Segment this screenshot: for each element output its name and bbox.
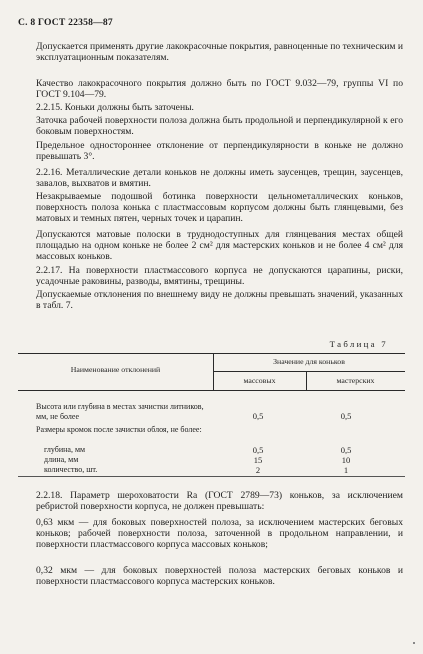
paragraph-8: Допускаются матовые полоски в труднодоступных для глянцевания местах общей площадью на одном коньке не более 2 см² для мастерских коньков и не более 4 см² для массовых коньков. bbox=[36, 229, 403, 262]
table-row-2-name: Размеры кромок после зачистки облоя, не более: bbox=[36, 425, 202, 434]
paragraph-4: Заточка рабочей поверхности полоза должна быть продольной и перпендикулярной к его боковым поверхностям. bbox=[36, 115, 403, 137]
table-row-1-master: 0,5 bbox=[340, 411, 352, 421]
table-row-5-master: 1 bbox=[343, 465, 349, 475]
table-subheader-master: мастерских bbox=[336, 376, 375, 385]
table-row-1-mass: 0,5 bbox=[252, 411, 264, 421]
paragraph-7: Незакрываемые подошвой ботинка поверхности цельнометаллических коньков, поверхность полоза конька с пластмассовым корпусом должны быть глянцевыми, без матовых и темных пятен, черных точек и царапин. bbox=[36, 191, 403, 224]
table-row-3-mass: 0,5 bbox=[252, 445, 264, 455]
paragraph-12: 0,63 мкм — для боковых поверхностей полоза, за исключением мастерских беговых коньков; рабочей поверхности полоза, заточенной в продольном направлении, и поверхности пластмассового корпуса массовых коньков; bbox=[36, 517, 403, 550]
page-header: С. 8 ГОСТ 22358—87 bbox=[18, 17, 113, 28]
paragraph-11-text: 2.2.18. Параметр шероховатости Ra (ГОСТ 2789—73) коньков, за исключением ребристой поверхности корпуса, не должен превышать: bbox=[36, 490, 403, 512]
table-row-3-master: 0,5 bbox=[340, 445, 352, 455]
paragraph-11 bbox=[36, 490, 403, 512]
table-row-4-mass: 15 bbox=[253, 455, 263, 465]
table-caption: Таблица 7 bbox=[329, 339, 388, 349]
table-row-3-name: глубина, мм bbox=[44, 445, 86, 454]
paragraph-13: 0,32 мкм — для боковых поверхностей полоза мастерских беговых коньков и поверхности пластмассового корпуса мастерских коньков. bbox=[36, 565, 403, 587]
scan-mark bbox=[413, 642, 415, 644]
table-row-1-name: Высота или глубина в местах зачистки литников, мм, не более bbox=[36, 402, 204, 421]
table-group-rule bbox=[213, 371, 405, 372]
table-row-4-master: 10 bbox=[341, 455, 351, 465]
table-col-header: Наименование отклонений bbox=[70, 365, 161, 374]
paragraph-10: Допускаемые отклонения по внешнему виду не должны превышать значений, указанных в табл. 7. bbox=[36, 289, 403, 311]
paragraph-9: 2.2.17. На поверхности пластмассового корпуса не допускаются царапины, риски, усадочные раковины, разводы, вмятины, трещины. bbox=[36, 265, 403, 287]
paragraph-3: 2.2.15. Коньки должны быть заточены. bbox=[36, 102, 194, 113]
table-header-rule bbox=[18, 390, 405, 391]
paragraph-1: Допускается применять другие лакокрасочные покрытия, равноценные по техническим и эксплуатационным показателям. bbox=[36, 41, 403, 63]
table-row-5-name: количество, шт. bbox=[44, 465, 98, 474]
table-row-4-name: длина, мм bbox=[44, 455, 79, 464]
table-group-header: Значение для коньков bbox=[273, 357, 345, 366]
paragraph-2: Качество лакокрасочного покрытия должно быть по ГОСТ 9.032—79, группы VI по ГОСТ 9.104—79. bbox=[36, 78, 403, 100]
table-row-5-mass: 2 bbox=[255, 465, 261, 475]
paragraph-5: Предельное одностороннее отклонение от перпендикулярности в коньке не должно превышать 3°. bbox=[36, 140, 403, 162]
paragraph-6: 2.2.16. Металлические детали коньков не должны иметь заусенцев, трещин, заусенцев, завалов, выхватов и вмятин. bbox=[36, 167, 403, 189]
table-subheader-mass: массовых bbox=[243, 376, 276, 385]
table-top-rule bbox=[18, 353, 405, 354]
table-bottom-rule bbox=[18, 476, 405, 477]
